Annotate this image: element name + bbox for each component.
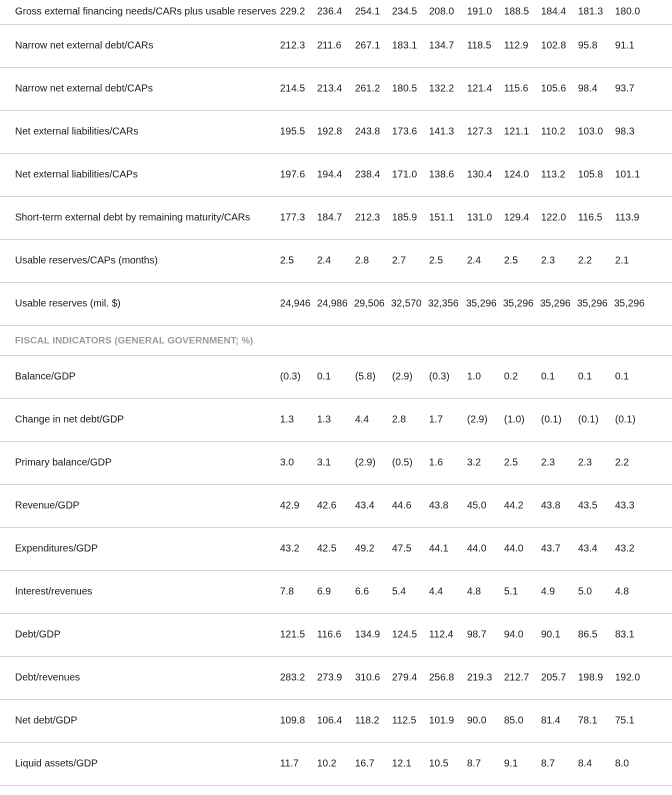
cell-value: (1.0) (504, 414, 525, 426)
cell-value: 43.8 (429, 500, 449, 512)
cell-value: 4.8 (615, 586, 629, 598)
cell-value: 81.4 (541, 715, 561, 727)
cell-value: 106.4 (317, 715, 343, 727)
cell-value: 43.3 (615, 500, 635, 512)
cell-value: 94.0 (504, 629, 524, 641)
cell-value: 122.0 (541, 212, 567, 224)
cell-value: 16.7 (355, 758, 375, 770)
cell-value: 44.2 (504, 500, 524, 512)
cell-value: 121.1 (504, 126, 530, 138)
cell-value: 0.1 (317, 371, 331, 383)
cell-value: 90.1 (541, 629, 561, 641)
cell-value: 121.4 (467, 83, 493, 95)
cell-value: 2.3 (541, 457, 555, 469)
cell-value: 181.3 (578, 6, 604, 18)
cell-value: 102.8 (541, 40, 567, 52)
row-label: Revenue/GDP (15, 500, 80, 512)
cell-value: 11.7 (280, 758, 299, 770)
row-label: Balance/GDP (15, 371, 76, 383)
cell-value: 261.2 (355, 83, 381, 95)
cell-value: 138.6 (429, 169, 455, 181)
row-label: Usable reserves (mil. $) (15, 298, 121, 310)
cell-value: 211.6 (317, 40, 342, 52)
cell-value: 24,986 (317, 298, 348, 310)
cell-value: 4.4 (355, 414, 369, 426)
cell-value: 110.2 (541, 126, 566, 138)
table-row (0, 743, 672, 786)
cell-value: 194.4 (317, 169, 343, 181)
table-row (0, 356, 672, 399)
cell-value: 2.3 (578, 457, 592, 469)
cell-value: 2.3 (541, 255, 555, 267)
cell-value: 1.7 (429, 414, 443, 426)
cell-value: 2.5 (429, 255, 443, 267)
row-label: Net external liabilities/CARs (15, 126, 139, 138)
cell-value: 2.2 (578, 255, 592, 267)
cell-value: 3.0 (280, 457, 294, 469)
cell-value: 44.6 (392, 500, 412, 512)
cell-value: 3.2 (467, 457, 481, 469)
table-row (0, 700, 672, 743)
cell-value: 44.1 (429, 543, 449, 555)
cell-value: 229.2 (280, 6, 306, 18)
cell-value: 185.9 (392, 212, 418, 224)
cell-value: 90.0 (467, 715, 487, 727)
row-label: Interest/revenues (15, 586, 93, 598)
cell-value: 78.1 (578, 715, 598, 727)
cell-value: 98.3 (615, 126, 635, 138)
cell-value: 197.6 (280, 169, 306, 181)
cell-value: 43.8 (541, 500, 561, 512)
cell-value: 10.2 (317, 758, 337, 770)
cell-value: 267.1 (355, 40, 381, 52)
cell-value: 127.3 (467, 126, 493, 138)
row-label: Short-term external debt by remaining maturity/CARs (15, 212, 251, 224)
cell-value: 101.9 (429, 715, 455, 727)
cell-value: 238.4 (355, 169, 381, 181)
table-row (0, 0, 672, 25)
cell-value: 171.0 (392, 169, 418, 181)
section-header (0, 326, 672, 356)
table-row (0, 442, 672, 485)
cell-value: 8.7 (541, 758, 555, 770)
cell-value: 112.9 (504, 40, 529, 52)
cell-value: 109.8 (280, 715, 306, 727)
cell-value: 43.4 (578, 543, 598, 555)
cell-value: 214.5 (280, 83, 306, 95)
cell-value: 101.1 (615, 169, 641, 181)
table-row (0, 197, 672, 240)
table-row (0, 111, 672, 154)
cell-value: 8.4 (578, 758, 592, 770)
cell-value: 177.3 (280, 212, 306, 224)
cell-value: 35,296 (466, 298, 497, 310)
cell-value: 212.3 (280, 40, 306, 52)
cell-value: 35,296 (540, 298, 571, 310)
cell-value: 35,296 (503, 298, 534, 310)
cell-value: 132.2 (429, 83, 455, 95)
cell-value: 32,356 (428, 298, 459, 310)
cell-value: 43.4 (355, 500, 375, 512)
cell-value: 3.1 (317, 457, 331, 469)
cell-value: 205.7 (541, 672, 567, 684)
cell-value: 213.4 (317, 83, 343, 95)
row-label: Net external liabilities/CAPs (15, 169, 138, 181)
cell-value: (2.9) (467, 414, 488, 426)
cell-value: 42.5 (317, 543, 337, 555)
cell-value: 45.0 (467, 500, 487, 512)
cell-value: 219.3 (467, 672, 493, 684)
cell-value: 42.9 (280, 500, 300, 512)
cell-value: 2.5 (280, 255, 294, 267)
cell-value: 236.4 (317, 6, 343, 18)
cell-value: 273.9 (317, 672, 343, 684)
cell-value: 113.9 (615, 212, 640, 224)
cell-value: 116.5 (578, 212, 603, 224)
cell-value: (0.5) (392, 457, 413, 469)
table-row (0, 571, 672, 614)
cell-value: 112.4 (429, 629, 454, 641)
cell-value: 180.0 (615, 6, 641, 18)
cell-value: 6.6 (355, 586, 369, 598)
cell-value: 2.5 (504, 457, 518, 469)
cell-value: 2.8 (355, 255, 369, 267)
cell-value: (5.8) (355, 371, 376, 383)
cell-value: 180.5 (392, 83, 418, 95)
cell-value: 43.2 (615, 543, 635, 555)
cell-value: 5.4 (392, 586, 406, 598)
cell-value: 310.6 (355, 672, 381, 684)
cell-value: 0.1 (578, 371, 592, 383)
table-row (0, 528, 672, 571)
cell-value: 124.5 (392, 629, 418, 641)
table-row (0, 485, 672, 528)
cell-value: 256.8 (429, 672, 455, 684)
cell-value: 188.5 (504, 6, 530, 18)
cell-value: 44.0 (467, 543, 487, 555)
cell-value: 91.1 (615, 40, 635, 52)
cell-value: 43.2 (280, 543, 300, 555)
cell-value: 131.0 (467, 212, 493, 224)
cell-value: 35,296 (614, 298, 645, 310)
cell-value: 12.1 (392, 758, 412, 770)
row-label: Change in net debt/GDP (15, 414, 124, 426)
cell-value: 115.6 (504, 83, 529, 95)
cell-value: 93.7 (615, 83, 635, 95)
cell-value: 5.1 (504, 586, 518, 598)
cell-value: (0.3) (429, 371, 450, 383)
table-row (0, 614, 672, 657)
cell-value: 24,946 (280, 298, 311, 310)
cell-value: 75.1 (615, 715, 635, 727)
cell-value: 2.4 (467, 255, 481, 267)
cell-value: 234.5 (392, 6, 418, 18)
row-label: Primary balance/GDP (15, 457, 112, 469)
cell-value: 0.1 (541, 371, 555, 383)
table-row (0, 657, 672, 700)
table-row (0, 68, 672, 111)
cell-value: 2.8 (392, 414, 406, 426)
cell-value: 98.4 (578, 83, 598, 95)
table-row (0, 154, 672, 197)
cell-value: 1.6 (429, 457, 443, 469)
table-row (0, 399, 672, 442)
cell-value: 198.9 (578, 672, 604, 684)
cell-value: (0.1) (615, 414, 636, 426)
row-label: Debt/GDP (15, 629, 61, 641)
cell-value: 4.4 (429, 586, 443, 598)
cell-value: 129.4 (504, 212, 530, 224)
cell-value: (2.9) (355, 457, 376, 469)
cell-value: 85.0 (504, 715, 524, 727)
cell-value: 8.0 (615, 758, 629, 770)
cell-value: 32,570 (391, 298, 422, 310)
cell-value: 2.2 (615, 457, 629, 469)
cell-value: 4.9 (541, 586, 555, 598)
cell-value: 7.8 (280, 586, 294, 598)
cell-value: 212.3 (355, 212, 381, 224)
row-label: Gross external financing needs/CARs plus usable reserves (15, 6, 277, 18)
cell-value: (0.1) (541, 414, 562, 426)
cell-value: 116.6 (317, 629, 342, 641)
cell-value: 49.2 (355, 543, 375, 555)
row-label: Net debt/GDP (15, 715, 78, 727)
cell-value: 8.7 (467, 758, 481, 770)
cell-value: 112.5 (392, 715, 417, 727)
cell-value: 2.7 (392, 255, 406, 267)
cell-value: 10.5 (429, 758, 449, 770)
cell-value: 151.1 (429, 212, 455, 224)
row-label: Liquid assets/GDP (15, 758, 98, 770)
table-row (0, 25, 672, 68)
cell-value: 212.7 (504, 672, 530, 684)
cell-value: 130.4 (467, 169, 493, 181)
cell-value: 43.5 (578, 500, 598, 512)
cell-value: 103.0 (578, 126, 604, 138)
cell-value: 121.5 (280, 629, 306, 641)
cell-value: 195.5 (280, 126, 306, 138)
section-title: FISCAL INDICATORS (GENERAL GOVERNMENT; %) (15, 335, 254, 346)
cell-value: 141.3 (429, 126, 455, 138)
row-label: Expenditures/GDP (15, 543, 98, 555)
cell-value: 192.8 (317, 126, 343, 138)
cell-value: 47.5 (392, 543, 412, 555)
cell-value: 44.0 (504, 543, 524, 555)
cell-value: 86.5 (578, 629, 598, 641)
cell-value: 2.5 (504, 255, 518, 267)
cell-value: (2.9) (392, 371, 413, 383)
row-label: Debt/revenues (15, 672, 81, 684)
cell-value: 134.9 (355, 629, 381, 641)
cell-value: 173.6 (392, 126, 418, 138)
table-row (0, 240, 672, 283)
cell-value: 35,296 (577, 298, 608, 310)
cell-value: 279.4 (392, 672, 418, 684)
cell-value: 254.1 (355, 6, 381, 18)
row-label: Narrow net external debt/CAPs (15, 83, 153, 95)
cell-value: 283.2 (280, 672, 306, 684)
cell-value: 95.8 (578, 40, 598, 52)
row-label: Narrow net external debt/CARs (15, 40, 154, 52)
cell-value: 98.7 (467, 629, 487, 641)
cell-value: 113.2 (541, 169, 566, 181)
cell-value: 29,506 (354, 298, 385, 310)
cell-value: 192.0 (615, 672, 641, 684)
cell-value: 5.0 (578, 586, 592, 598)
cell-value: 184.4 (541, 6, 567, 18)
cell-value: 0.2 (504, 371, 518, 383)
cell-value: 43.7 (541, 543, 561, 555)
cell-value: 118.5 (467, 40, 492, 52)
cell-value: 134.7 (429, 40, 455, 52)
table-row (0, 283, 672, 326)
cell-value: 2.1 (615, 255, 629, 267)
cell-value: (0.1) (578, 414, 599, 426)
cell-value: 2.4 (317, 255, 331, 267)
cell-value: 1.3 (317, 414, 331, 426)
cell-value: 208.0 (429, 6, 455, 18)
cell-value: 183.1 (392, 40, 418, 52)
cell-value: 124.0 (504, 169, 530, 181)
cell-value: 4.8 (467, 586, 481, 598)
cell-value: 9.1 (504, 758, 518, 770)
cell-value: 42.6 (317, 500, 337, 512)
cell-value: 184.7 (317, 212, 343, 224)
cell-value: 105.6 (541, 83, 567, 95)
cell-value: 1.3 (280, 414, 294, 426)
cell-value: 243.8 (355, 126, 381, 138)
cell-value: 0.1 (615, 371, 629, 383)
cell-value: 83.1 (615, 629, 635, 641)
cell-value: (0.3) (280, 371, 301, 383)
cell-value: 105.8 (578, 169, 604, 181)
row-label: Usable reserves/CAPs (months) (15, 255, 158, 267)
cell-value: 191.0 (467, 6, 493, 18)
cell-value: 118.2 (355, 715, 380, 727)
cell-value: 6.9 (317, 586, 331, 598)
cell-value: 1.0 (467, 371, 481, 383)
